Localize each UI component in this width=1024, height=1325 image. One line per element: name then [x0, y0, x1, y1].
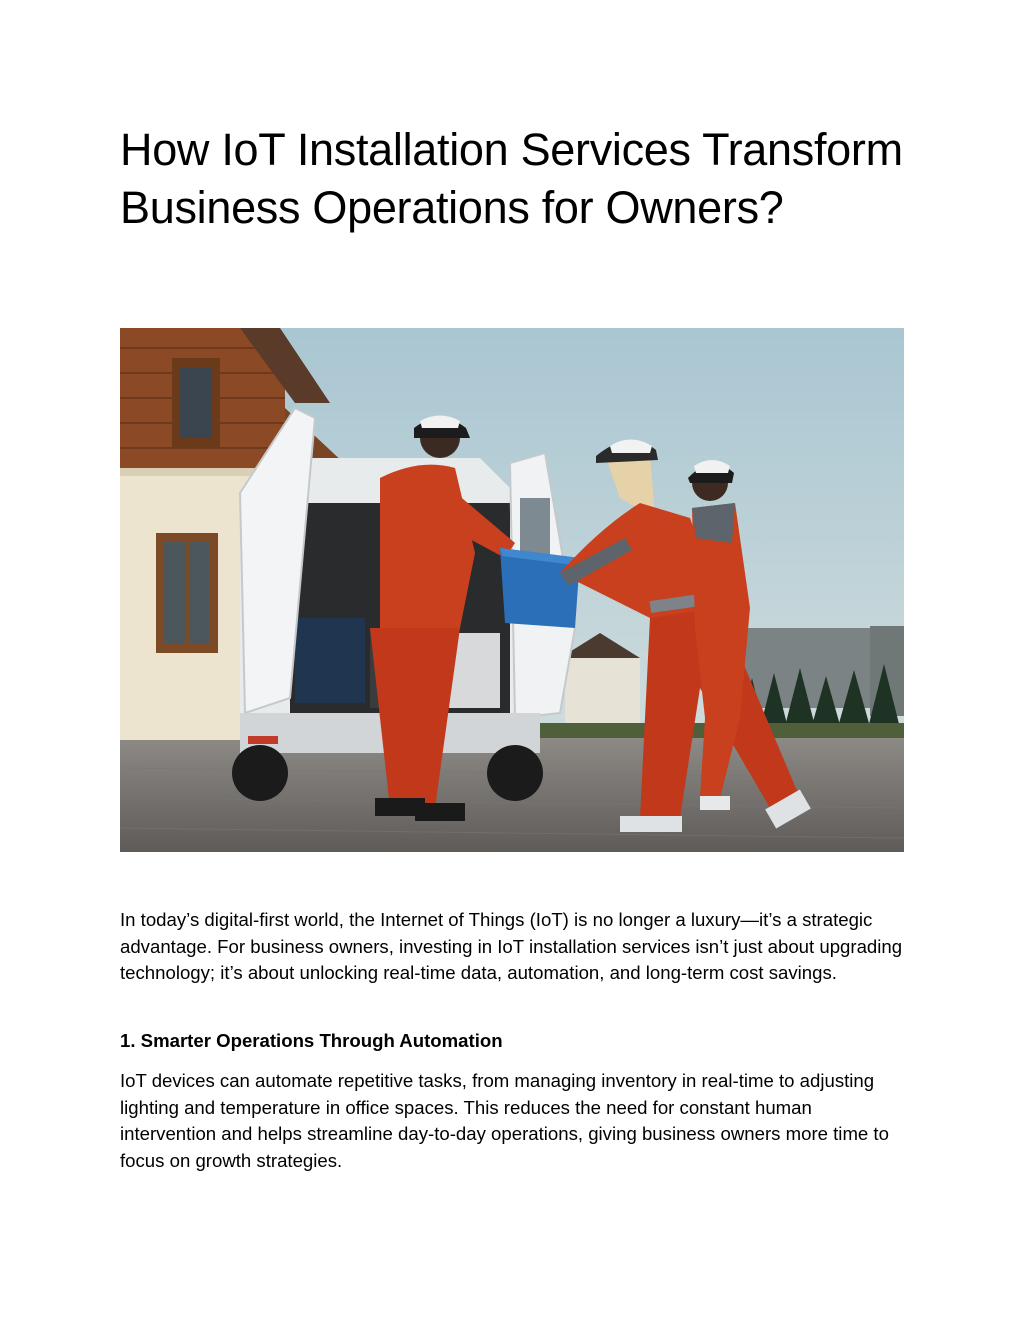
hero-image	[120, 328, 904, 852]
intro-paragraph: In today’s digital-first world, the Internet of Things (IoT) is no longer a luxury—it’s a strategic advantage. For business owners, investing in IoT installation services isn’t just about upgrading technology; it’s about unlocking real-time data, automation, and long-term cost savings.	[120, 909, 903, 983]
photo-technicians-unloading-van-icon	[120, 328, 904, 852]
section-body: IoT devices can automate repetitive tasks, from managing inventory in real-time to adjusting lighting and temperature in office spaces. This reduces the need for constant human intervention and helps streamline day-to-day operations, giving business owners more time to focus on growth strategies.	[120, 1070, 889, 1171]
section-heading: 1. Smarter Operations Through Automation	[120, 1030, 503, 1051]
page-title: How IoT Installation Services Transform Business Operations for Owners?	[120, 124, 903, 233]
